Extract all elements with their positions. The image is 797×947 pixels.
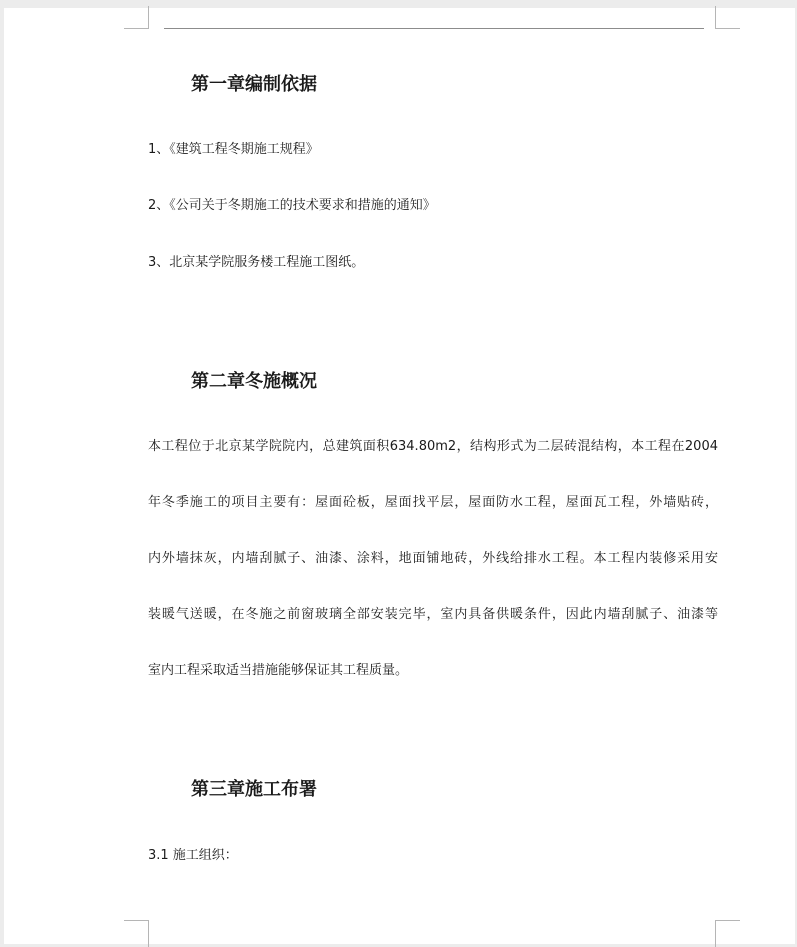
crop-mark-bottom-left <box>124 920 149 947</box>
crop-mark-top-left <box>124 6 149 29</box>
crop-mark-top-right <box>715 6 740 29</box>
overview-line-3: 内外墙抹灰，内墙刮腻子、油漆、涂料，地面铺地砖，外线给排水工程。本工程内装修采用安 <box>148 551 718 566</box>
overview-line-2: 年冬季施工的项目主要有：屋面砼板，屋面找平层，屋面防水工程，屋面瓦工程，外墙贴砖， <box>148 495 718 510</box>
crop-mark-bottom-right <box>715 920 740 947</box>
chapter-1-title: 第一章编制依据 <box>191 74 317 95</box>
basis-item-1: 1、《建筑工程冬期施工规程》 <box>148 142 319 157</box>
header-rule <box>164 28 704 29</box>
chapter-3-title: 第三章施工布署 <box>191 779 317 800</box>
section-3-1: 3.1 施工组织： <box>148 848 238 863</box>
basis-item-2: 2、《公司关于冬期施工的技术要求和措施的通知》 <box>148 198 436 213</box>
chapter-2-title: 第二章冬施概况 <box>191 371 317 392</box>
overview-line-4: 装暖气送暖，在冬施之前窗玻璃全部安装完毕，室内具备供暖条件，因此内墙刮腻子、油漆等 <box>148 607 718 622</box>
overview-line-5: 室内工程采取适当措施能够保证其工程质量。 <box>148 663 409 678</box>
document-page <box>4 8 795 944</box>
overview-line-1: 本工程位于北京某学院院内，总建筑面积634.80m2，结构形式为二层砖混结构，本工程在2004 <box>148 439 718 454</box>
basis-item-3: 3、北京某学院服务楼工程施工图纸。 <box>148 255 365 270</box>
